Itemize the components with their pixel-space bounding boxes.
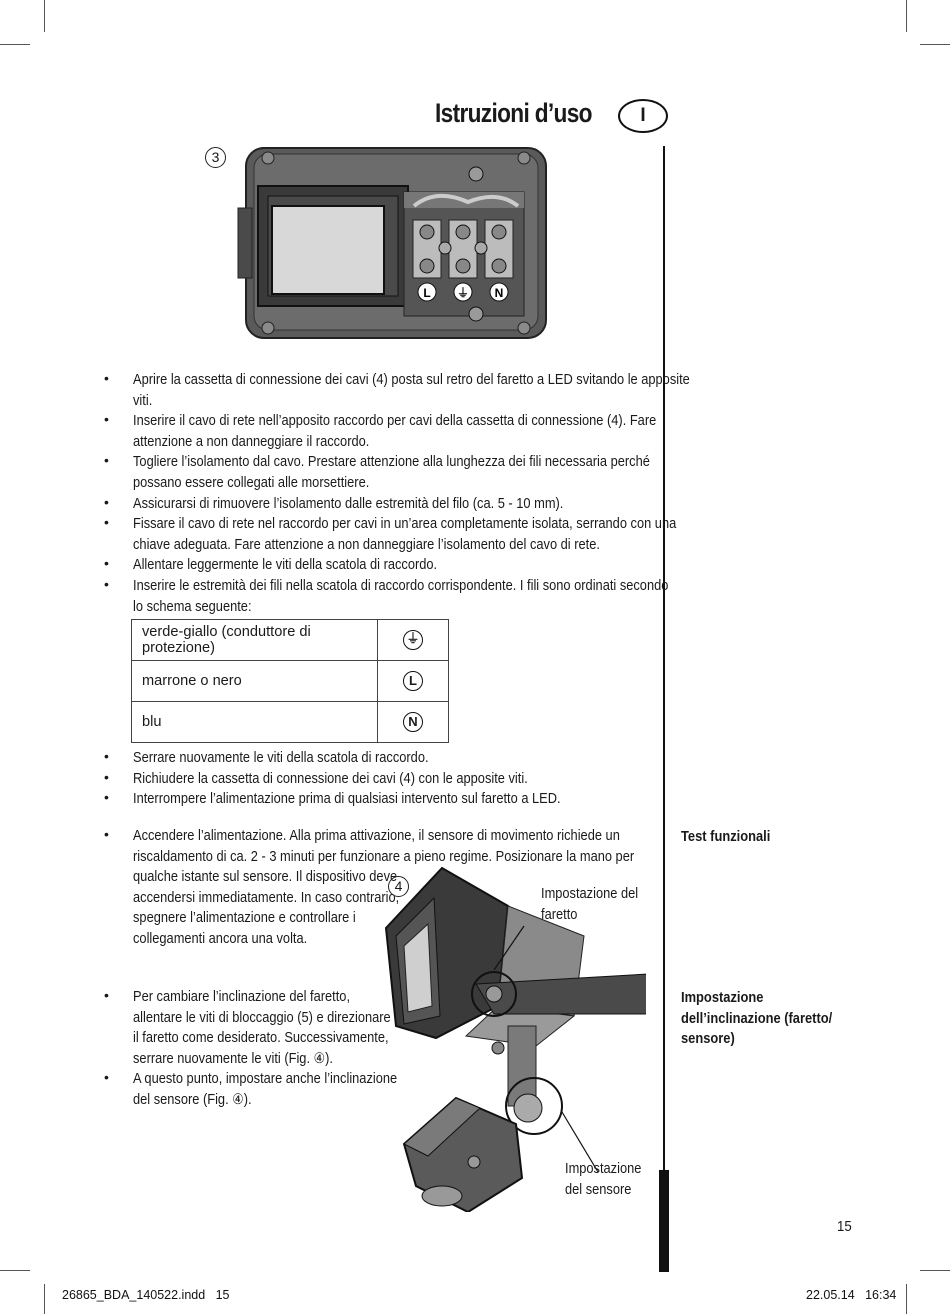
crop-mark bbox=[906, 0, 907, 32]
bullet: • bbox=[104, 1069, 109, 1086]
crop-mark bbox=[44, 1284, 45, 1314]
bullet: • bbox=[104, 768, 109, 785]
callout-sensor-line-1: Impostazione bbox=[565, 1161, 642, 1177]
language-badge: I bbox=[618, 99, 668, 133]
tilt-line: A questo punto, impostare anche l’inclinazione bbox=[133, 1071, 398, 1088]
page-number: 15 bbox=[837, 1218, 852, 1235]
step-7-line-1: Inserire le estremità dei fili nella scatola di raccordo corrispondente. I fili sono ordinati secondo bbox=[133, 578, 669, 594]
footer-datetime: 22.05.14 16:34 bbox=[806, 1288, 897, 1302]
bullet: • bbox=[104, 555, 109, 572]
crop-mark bbox=[44, 0, 45, 32]
tilt-line: il faretto come desiderato. Successivamente, bbox=[133, 1030, 389, 1047]
step-3-line-2: possano essere collegati alle morsettiere. bbox=[133, 475, 370, 491]
test-line: accendersi immediatamente. In caso contrario, bbox=[133, 889, 400, 906]
bullet: • bbox=[104, 576, 109, 592]
step-4-line-1: Assicurarsi di rimuovere l’isolamento dalle estremità del filo (ca. 5 - 10 mm). bbox=[133, 495, 564, 512]
wire-color-label: marrone o nero bbox=[132, 661, 378, 702]
bullet: • bbox=[104, 987, 109, 1003]
step-2-line-2: attenzione a non danneggiare il raccordo. bbox=[133, 433, 370, 450]
test-line: qualche istante sul sensore. Il dispositivo deve bbox=[133, 869, 398, 886]
terminal-label-earth: ⏚ bbox=[456, 286, 470, 300]
step-1-line-2: viti. bbox=[133, 392, 153, 409]
bullet: • bbox=[104, 411, 109, 428]
terminal-label-l: L bbox=[423, 286, 431, 300]
step-10: Interrompere l’alimentazione prima di qualsiasi intervento sul faretto a LED. bbox=[133, 791, 561, 808]
callout-spot-line-1: Impostazione del bbox=[541, 886, 639, 902]
section-heading-test: Test funzionali bbox=[681, 828, 771, 845]
crop-mark bbox=[920, 1270, 950, 1271]
crop-mark bbox=[920, 44, 950, 45]
figure-4-number: 4 bbox=[388, 876, 409, 897]
column-divider bbox=[663, 146, 665, 1270]
tilt-heading-line: sensore) bbox=[681, 1030, 735, 1048]
tilt-line: allentare le viti di bloccaggio (5) e direzionare bbox=[133, 1009, 391, 1026]
connection-box-illustration bbox=[236, 146, 556, 342]
live-symbol-icon: L bbox=[403, 671, 423, 691]
test-line: riscaldamento di ca. 2 - 3 minuti per funzionare a pieno regime. Posizionare la mano per bbox=[133, 848, 635, 865]
figure-3-number: 3 bbox=[205, 147, 226, 168]
bullet: • bbox=[104, 748, 109, 764]
step-5-line-2: chiave adeguata. Fare attenzione a non danneggiare l’isolamento del cavo di rete. bbox=[133, 536, 600, 553]
wire-color-label: verde-giallo (conduttore di protezione) bbox=[132, 620, 378, 661]
bullet: • bbox=[104, 789, 109, 806]
callout-spot-line-2: faretto bbox=[541, 906, 578, 923]
test-line: Accendere l’alimentazione. Alla prima attivazione, il sensore di movimento richiede un bbox=[133, 828, 620, 844]
bullet: • bbox=[104, 514, 109, 531]
bullet: • bbox=[104, 452, 109, 469]
terminal-label-n: N bbox=[494, 286, 504, 300]
bullet: • bbox=[104, 370, 109, 386]
bullet: • bbox=[104, 826, 109, 842]
step-1-line-1: Aprire la cassetta di connessione dei cavi (4) posta sul retro del faretto a LED svitando le apposite bbox=[133, 372, 690, 388]
wire-color-label: blu bbox=[132, 702, 378, 743]
test-line: spegnere l’alimentazione e controllare i bbox=[133, 910, 356, 927]
step-3-line-1: Togliere l’isolamento dal cavo. Prestare attenzione alla lunghezza dei fili necessaria perché bbox=[133, 454, 650, 471]
table-row bbox=[132, 661, 449, 702]
wiring-table bbox=[131, 619, 449, 743]
step-7-line-2: lo schema seguente: bbox=[133, 598, 252, 615]
test-line: collegamenti ancora una volta. bbox=[133, 931, 308, 947]
crop-mark bbox=[906, 1284, 907, 1314]
step-9: Richiudere la cassetta di connessione dei cavi (4) con le apposite viti. bbox=[133, 770, 528, 787]
crop-mark bbox=[0, 1270, 30, 1271]
footer-file: 26865_BDA_140522.indd 15 bbox=[62, 1288, 230, 1302]
column-divider-accent bbox=[659, 1170, 669, 1272]
step-2-line-1: Inserire il cavo di rete nell’apposito raccordo per cavi della cassetta di connessione (4). Fare bbox=[133, 413, 657, 430]
table-row bbox=[132, 702, 449, 743]
step-5-line-1: Fissare il cavo di rete nel raccordo per cavi in un’area completamente isolata, serrando con una bbox=[133, 516, 677, 533]
tilt-heading-line: dell’inclinazione (faretto/ bbox=[681, 1009, 833, 1027]
step-8: Serrare nuovamente le viti della scatola di raccordo. bbox=[133, 750, 429, 766]
tilt-line: serrare nuovamente le viti (Fig. ④). bbox=[133, 1050, 333, 1067]
tilt-line: del sensore (Fig. ④). bbox=[133, 1092, 252, 1108]
page-title: Istruzioni d’uso bbox=[435, 98, 592, 128]
table-row bbox=[132, 620, 449, 661]
step-6-line-1: Allentare leggermente le viti della scatola di raccordo. bbox=[133, 557, 438, 574]
bullet: • bbox=[104, 493, 109, 510]
crop-mark bbox=[0, 44, 30, 45]
callout-sensor-line-2: del sensore bbox=[565, 1181, 632, 1198]
earth-symbol-icon: ⏚ bbox=[403, 630, 423, 650]
tilt-line: Per cambiare l’inclinazione del faretto, bbox=[133, 989, 351, 1005]
tilt-heading-line: Impostazione bbox=[681, 989, 764, 1006]
neutral-symbol-icon: N bbox=[403, 712, 423, 732]
